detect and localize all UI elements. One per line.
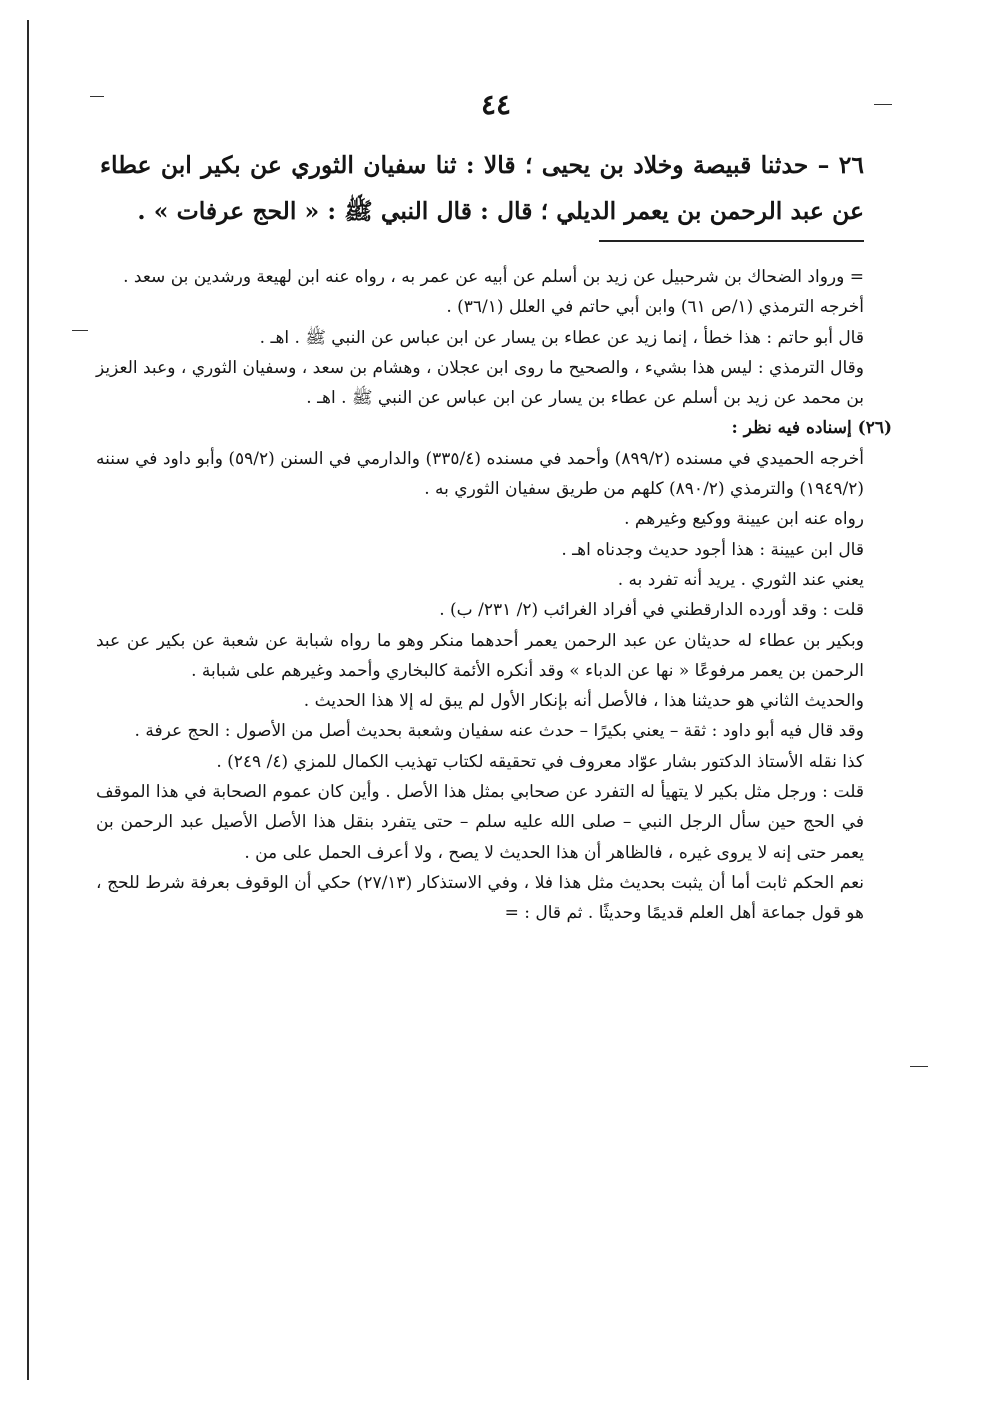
footnote-line: قلت : ورجل مثل بكير لا يتهيأ له التفرد عن صحابي بمثل هذا الأصل . وأين كان عموم الصحابة في هذا الموقف في الحج حين سأل الرجل النبي – صلى الله عليه سلم – حتى يتفرد بنقل هذا الأصل الأصيل عبد الرحمن بن يعمر حتى إنه لا يروى غيره ، فالظاهر أن هذا الحديث لا يصح ، ولا أعرف الحمل على من . — [96, 782, 864, 863]
footnote-line: نعم الحكم ثابت أما أن يثبت بحديث مثل هذا فلا ، وفي الاستذكار (٢٧/١٣) حكي أن الوقوف بعرفة شرط للحج ، هو قول جماعة أهل العلم قديمًا وحديثًا . ثم قال : = — [96, 872, 865, 924]
scan-mark — [90, 96, 104, 97]
footnote-line: وبكير بن عطاء له حديثان عن عبد الرحمن يعمر أحدهما منكر وهو ما رواه شبابة عن شعبة عن بكير عن عبد الرحمن بن يعمر مرفوعًا « نها عن الدباء » وقد أنكره الأئمة كالبخاري وأحمد وغيرهم على شبابة . — [96, 630, 864, 681]
footnote-line: رواه عنه ابن عيينة ووكيع وغيرهم . — [624, 509, 864, 530]
footnote-line: كذا نقله الأستاذ الدكتور بشار عوّاد معروف في تحقيقه لكتاب تهذيب الكمال للمزي (٤/ ٢٤٩) . — [216, 751, 864, 772]
footnote-line: أخرجه الحميدي في مسنده (٨٩٩/٢) وأحمد في مسنده (٣٣٥/٤) والدارمي في السنن (٥٩/٢) وأبو داود في سننه (١٩٤٩/٢) والترمذي (٨٩٠/٢) كلهم من طريق سفيان الثوري به . — [96, 448, 865, 500]
footnote-heading: (٢٦) إسناده فيه نظر : — [731, 418, 892, 439]
footnote-line: وقد قال فيه أبو داود : ثقة – يعني بكيرًا – حدث عنه سفيان وشعبة بحديث أصل من الأصول : الحج عرفة . — [134, 721, 864, 742]
hadith-body: – حدثنا قبيصة وخلاد بن يحيى ؛ قالا : ثنا سفيان الثوري عن بكير ابن عطاء عن عبد الرحمن بن يعمر الديلي ؛ قال : قال النبي ﷺ : « الحج عرفات » . — [100, 151, 864, 225]
scan-mark — [910, 1066, 928, 1067]
footnotes — [96, 262, 892, 929]
scan-mark — [874, 104, 892, 105]
footnote-line: يعني عند الثوري . يريد أنه تفرد به . — [617, 569, 864, 590]
footnote-line: قال أبو حاتم : هذا خطأ ، إنما زيد عن عطاء بن يسار عن ابن عباس عن النبي ﷺ . اهـ . — [259, 327, 864, 348]
scan-mark — [72, 330, 88, 331]
footnote-divider — [599, 240, 864, 242]
left-margin-line — [27, 20, 29, 1380]
footnote-line: أخرجه الترمذي (١/ص ٦١) وابن أبي حاتم في العلل (٣٦/١) . — [446, 297, 864, 318]
footnote-line: قال ابن عيينة : هذا أجود حديث وجدناه اهـ . — [561, 539, 864, 560]
hadith-number: ٢٦ — [838, 151, 865, 179]
footnote-line: والحديث الثاني هو حديثنا هذا ، فالأصل أنه بإنكار الأول لم يبق له إلا هذا الحديث . — [303, 691, 864, 712]
footnote-line: وقال الترمذي : ليس هذا بشيء ، والصحيح ما روى ابن عجلان ، وهشام بن سعد ، وسفيان الثوري ، وعبد العزيز بن محمد عن زيد بن أسلم عن عطاء بن يسار عن ابن عباس عن النبي ﷺ . اهـ . — [96, 357, 864, 409]
page-number: ٤٤ — [480, 88, 512, 121]
footnote-line: = ورواد الضحاك بن شرحبيل عن زيد بن أسلم عن أبيه عن عمر به ، رواه عنه ابن لهيعة ورشدين بن سعد . — [123, 267, 864, 287]
footnote-line: قلت : وقد أورده الدارقطني في أفراد الغرائب (٢/ ٢٣١/ ب) . — [439, 600, 864, 621]
hadith-text — [100, 142, 864, 234]
